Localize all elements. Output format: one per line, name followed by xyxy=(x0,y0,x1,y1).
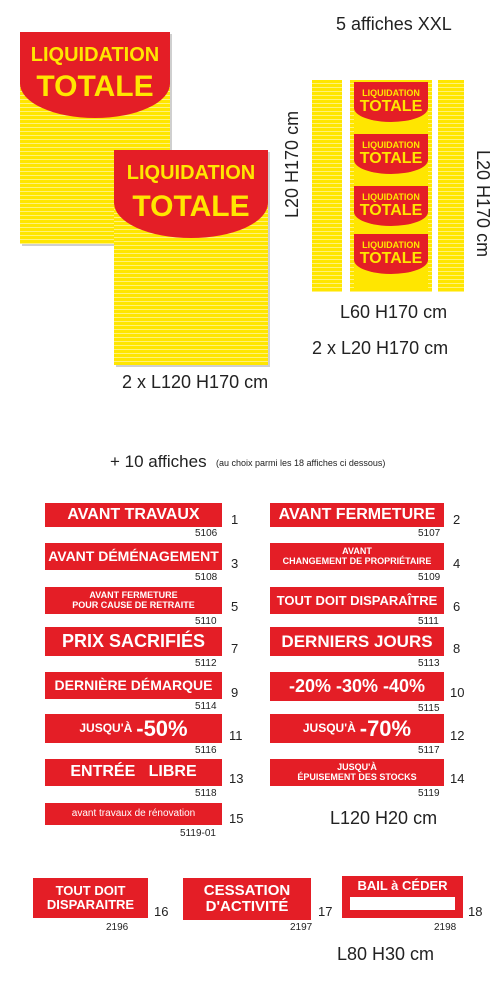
sign-label: ÉPUISEMENT DES STOCKS xyxy=(297,771,417,782)
sign-label-small: JUSQU'À xyxy=(302,721,356,736)
sign-number: 9 xyxy=(231,685,239,700)
sign-label-top: AVANT FERMETURE xyxy=(89,590,178,601)
sign-20-30-40 xyxy=(270,672,444,701)
sign-label: DERNIÈRE DÉMARQUE xyxy=(54,677,213,694)
sign-derniere-demarque xyxy=(45,672,222,699)
sign-code: 5119-01 xyxy=(180,828,216,839)
sign-number: 1 xyxy=(231,512,239,527)
mini-line2: TOTALE xyxy=(359,150,423,167)
sign-number: 15 xyxy=(229,811,244,826)
sign-label-top: AVANT xyxy=(342,546,372,557)
mini-line2: TOTALE xyxy=(359,202,423,219)
sign-code: 5114 xyxy=(195,701,217,712)
blank-field xyxy=(350,897,455,910)
sign-code: 2198 xyxy=(434,922,457,933)
sign-number: 2 xyxy=(453,512,461,527)
sign-code: 5109 xyxy=(418,572,441,583)
section-subtitle: (au choix parmi les 18 affiches ci dessous) xyxy=(216,458,386,468)
dim-left-vertical: L20 H170 cm xyxy=(282,110,302,218)
strip-center xyxy=(350,80,432,292)
sign-jusqua-70 xyxy=(270,714,444,743)
sign-code: 2196 xyxy=(106,922,129,933)
sign-code: 2197 xyxy=(290,922,313,933)
sign-jusqua-epuisement-stocks xyxy=(270,759,444,786)
sign-code: 5108 xyxy=(195,572,218,583)
sign-label-top: CESSATION xyxy=(203,882,291,900)
sign-number: 5 xyxy=(231,599,239,614)
strip-left xyxy=(312,80,342,292)
sign-label-top: JUSQU'À xyxy=(337,762,377,773)
dim-right-vertical: L20 H170 cm xyxy=(473,150,493,258)
sign-code: 5115 xyxy=(418,703,440,714)
sign-label: AVANT DÉMÉNAGEMENT xyxy=(48,548,219,565)
strip-right xyxy=(438,80,464,292)
sign-avant-fermeture xyxy=(270,503,444,527)
sign-avant-travaux-renovation xyxy=(45,803,222,825)
sign-label: D'ACTIVITÉ xyxy=(205,898,289,915)
sign-cessation-activite xyxy=(183,878,311,920)
sign-jusqua-50 xyxy=(45,714,222,743)
poster-line2: TOTALE xyxy=(36,70,154,103)
sign-code: 5118 xyxy=(195,788,217,799)
mini-line2: TOTALE xyxy=(359,250,423,267)
sign-label: AVANT TRAVAUX xyxy=(67,505,200,523)
sign-code: 5107 xyxy=(418,528,441,539)
sign-label: ENTRÉE LIBRE xyxy=(70,763,197,781)
sign-code: 5112 xyxy=(195,658,217,669)
sign-label: POUR CAUSE DE RETRAITE xyxy=(72,599,195,610)
sign-number: 14 xyxy=(450,771,465,786)
sign-tout-doit-disparaitre-small xyxy=(33,878,148,918)
sign-code: 5119 xyxy=(418,788,440,799)
sign-code: 5111 xyxy=(418,616,439,627)
sign-code: 5113 xyxy=(418,658,440,669)
poster-line2: TOTALE xyxy=(132,190,250,223)
sign-label-small: JUSQU'À xyxy=(79,721,133,736)
sign-number: 12 xyxy=(450,728,465,743)
mini-line1: LIQUIDATION xyxy=(362,192,420,202)
sign-label: CHANGEMENT DE PROPRIÉTAIRE xyxy=(282,555,432,566)
sign-label: AVANT FERMETURE xyxy=(278,505,436,523)
dim-big: 2 x L120 H170 cm xyxy=(122,372,269,392)
sign-number: 10 xyxy=(450,685,465,700)
sign-number: 13 xyxy=(229,771,244,786)
poster-line1: LIQUIDATION xyxy=(126,162,256,184)
sign-number: 16 xyxy=(154,904,169,919)
sign-label: -70% xyxy=(359,715,412,741)
sign-label: DISPARAITRE xyxy=(46,897,135,912)
sign-bail-a-ceder xyxy=(342,876,463,918)
sign-label: -50% xyxy=(136,715,188,741)
sign-label: PRIX SACRIFIÉS xyxy=(61,631,206,652)
sign-derniers-jours xyxy=(270,627,444,656)
sign-label: DERNIERS JOURS xyxy=(281,631,433,651)
sign-label: TOUT DOIT DISPARAÎTRE xyxy=(276,592,438,608)
sign-tout-doit-disparaitre xyxy=(270,587,444,614)
dim-sides: 2 x L20 H170 cm xyxy=(312,338,449,358)
sign-code: 5117 xyxy=(418,745,440,756)
poster-liquidation-2 xyxy=(114,150,268,365)
sign-code: 5116 xyxy=(195,745,217,756)
dim-small: L80 H30 cm xyxy=(337,944,435,964)
sign-label: -20% -30% -40% xyxy=(288,676,426,697)
sign-number: 6 xyxy=(453,599,461,614)
sign-number: 17 xyxy=(318,904,333,919)
poster-line1: LIQUIDATION xyxy=(30,44,160,66)
sign-avant-fermeture-retraite xyxy=(45,587,222,614)
dim-center: L60 H170 cm xyxy=(340,302,448,322)
sign-entree-libre xyxy=(45,759,222,786)
sign-number: 3 xyxy=(231,556,239,571)
dim-banners: L120 H20 cm xyxy=(330,808,438,828)
sign-number: 8 xyxy=(453,641,461,656)
sign-number: 4 xyxy=(453,556,461,571)
section-title: + 10 affiches xyxy=(110,452,207,471)
mini-line1: LIQUIDATION xyxy=(362,140,420,150)
sign-number: 11 xyxy=(229,728,243,743)
sign-avant-demenagement xyxy=(45,543,222,570)
sign-avant-changement-proprietaire xyxy=(270,543,444,570)
sign-avant-travaux xyxy=(45,503,222,527)
mini-line1: LIQUIDATION xyxy=(362,240,420,250)
sign-label: avant travaux de rénovation xyxy=(71,807,196,819)
sign-label-top: TOUT DOIT xyxy=(55,883,126,899)
sign-prix-sacrifies xyxy=(45,627,222,656)
sign-number: 7 xyxy=(231,641,239,656)
mini-line2: TOTALE xyxy=(359,98,423,115)
mini-line1: LIQUIDATION xyxy=(362,88,420,98)
sign-code: 5106 xyxy=(195,528,218,539)
header-title: 5 affiches XXL xyxy=(336,14,452,34)
sign-number: 18 xyxy=(468,904,483,919)
sign-label: BAIL à CÉDER xyxy=(357,878,448,893)
sign-code: 5110 xyxy=(195,616,217,627)
